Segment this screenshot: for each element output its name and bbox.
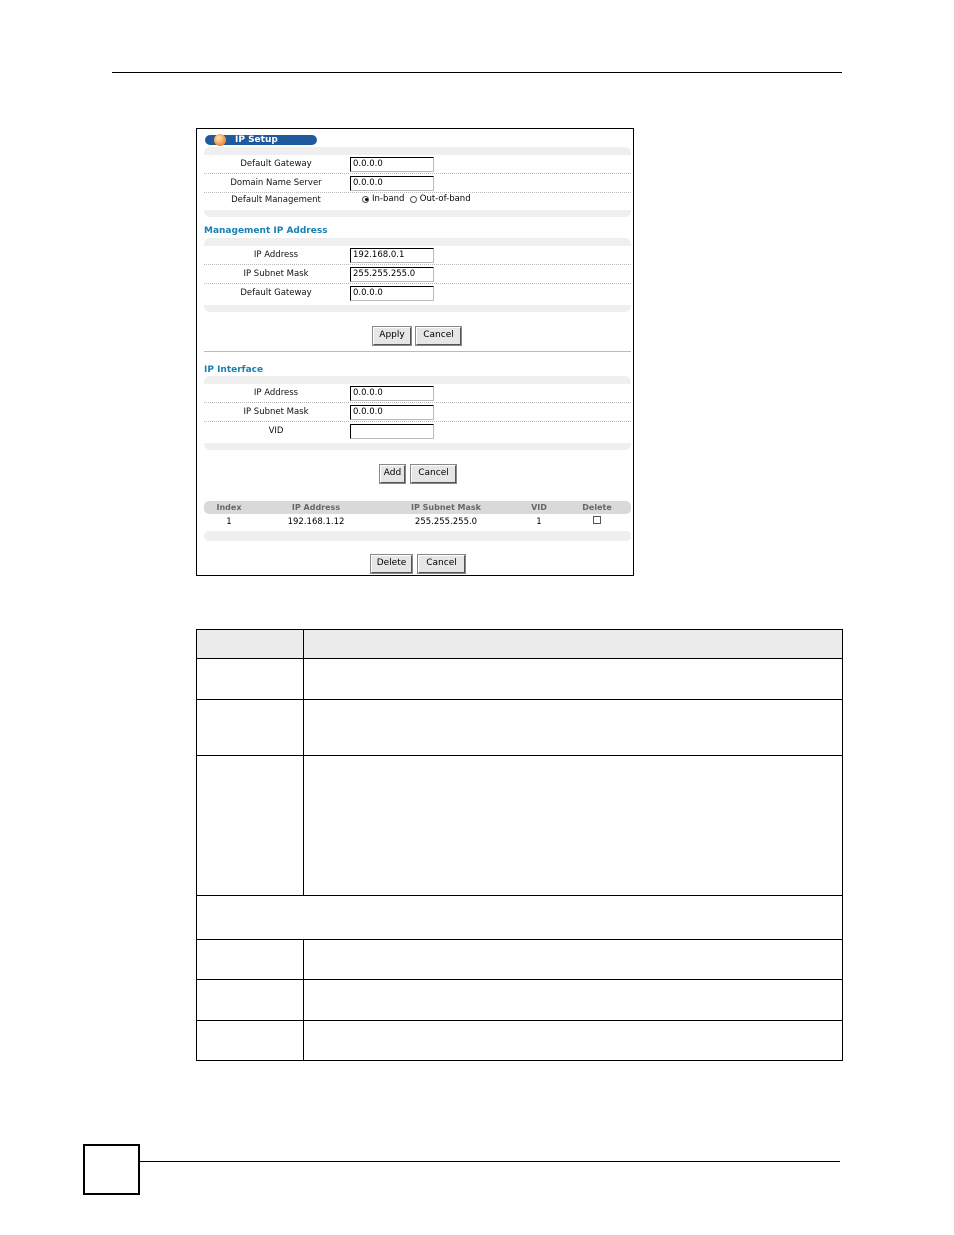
mgmt-gateway-row (204, 284, 631, 304)
row-ip: 192.168.1.12 (287, 517, 345, 527)
default-gateway-input[interactable]: 0.0.0.0 (350, 157, 434, 172)
mgmt-ip-label: IP Address (253, 250, 299, 260)
if-vid-row (204, 422, 631, 442)
ip-interface-heading: IP Interface (204, 365, 264, 375)
table-row (197, 940, 843, 980)
col-delete: Delete (582, 503, 612, 512)
if-ip-label: IP Address (253, 388, 299, 398)
ip-interface-panel (204, 376, 631, 450)
if-ip-input[interactable]: 0.0.0.0 (350, 386, 434, 401)
page-number-box (83, 1144, 140, 1195)
inband-label: In-band (372, 194, 405, 204)
management-ip-heading: Management IP Address (204, 226, 328, 236)
if-vid-label: VID (268, 426, 284, 436)
table-row (197, 896, 843, 940)
mgmt-gateway-input[interactable]: 0.0.0.0 (350, 286, 434, 301)
header-rule (112, 72, 842, 73)
default-management-row (204, 193, 631, 210)
if-mask-input[interactable]: 0.0.0.0 (350, 405, 434, 420)
table-row (197, 700, 843, 756)
col-subnet-mask: IP Subnet Mask (411, 503, 481, 512)
add-button[interactable]: Add (380, 465, 405, 483)
if-mask-row (204, 403, 631, 422)
col-index: Index (216, 503, 242, 512)
table-row (204, 515, 631, 529)
mgmt-mask-label: IP Subnet Mask (243, 269, 309, 279)
mgmt-ip-input[interactable]: 192.168.0.1 (350, 248, 434, 263)
footer-rule (140, 1161, 840, 1162)
default-gateway-row (204, 155, 631, 174)
default-gateway-label: Default Gateway (240, 159, 312, 169)
ip-setup-panel (204, 147, 631, 217)
if-vid-input[interactable] (350, 424, 434, 439)
mgmt-gateway-label: Default Gateway (240, 288, 312, 298)
desc-header-description (304, 630, 843, 659)
default-management-label: Default Management (231, 195, 321, 205)
dns-row (204, 174, 631, 193)
table-row (197, 1021, 843, 1061)
row-vid: 1 (536, 517, 542, 527)
col-ip-address: IP Address (291, 503, 341, 512)
orb-icon (214, 134, 226, 146)
mgmt-ip-row (204, 246, 631, 265)
dns-input[interactable]: 0.0.0.0 (350, 176, 434, 191)
section-divider (204, 351, 631, 352)
ip-setup-screen (196, 128, 634, 576)
mgmt-mask-row (204, 265, 631, 284)
field-description-table (196, 629, 843, 1061)
delete-button[interactable]: Delete (371, 555, 412, 573)
interface-table-header (204, 501, 631, 514)
if-mask-label: IP Subnet Mask (243, 407, 309, 417)
row-index: 1 (226, 517, 232, 527)
table-row (197, 659, 843, 700)
management-ip-panel (204, 238, 631, 312)
inband-radio[interactable] (362, 196, 369, 203)
outband-label: Out-of-band (419, 194, 471, 204)
mgmt-cancel-button[interactable]: Cancel (416, 327, 461, 345)
outband-radio[interactable] (410, 196, 417, 203)
col-vid: VID (531, 503, 547, 512)
table-footer-bar (204, 531, 631, 541)
ip-setup-title-bar (205, 135, 317, 145)
dns-label: Domain Name Server (230, 178, 322, 188)
if-cancel-button[interactable]: Cancel (411, 465, 456, 483)
mgmt-mask-input[interactable]: 255.255.255.0 (350, 267, 434, 282)
row-delete-checkbox[interactable] (593, 516, 601, 524)
table-cancel-button[interactable]: Cancel (418, 555, 465, 573)
page-title: IP Setup (235, 135, 278, 145)
table-row (197, 756, 843, 896)
if-ip-row (204, 384, 631, 403)
table-row (197, 980, 843, 1021)
apply-button[interactable]: Apply (373, 327, 411, 345)
row-mask: 255.255.255.0 (414, 517, 478, 527)
desc-header-label (197, 630, 304, 659)
